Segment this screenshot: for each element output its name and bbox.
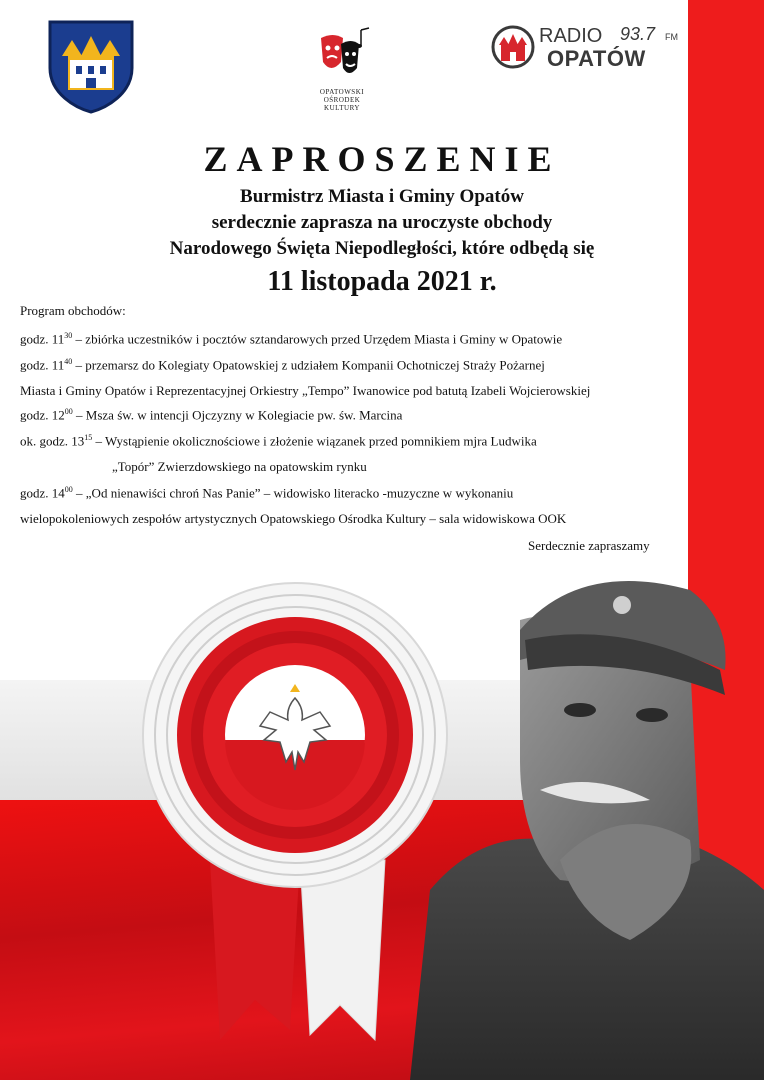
radio-word: RADIO [539, 25, 603, 47]
program-item: godz. $12^{00}$ – Msza św. w intencji Ojczyzny w Kolegiacie pw. św. Marcina [20, 407, 403, 423]
city-crest-icon [46, 18, 136, 114]
radio-frequency: 93.7 [620, 24, 656, 44]
program-item: „Topór” Zwierzdowskiego na opatowskim rynku [112, 459, 367, 474]
program-item: ok. godz. $13^{15}$ – Wystąpienie okolicznościowe i złożenie wiązanek przed pomnikiem mjra Ludwika [20, 433, 537, 449]
program-item: godz. $11^{30}$ – zbiórka uczestników i pocztów sztandarowych przed Urzędem Miasta i Gminy w Opatowie [20, 331, 563, 347]
radio-city: OPATÓW [547, 46, 646, 71]
eagle-badge-icon [613, 596, 631, 614]
invitation-line-1: Burmistrz Miasta i Gminy Opatów [240, 186, 524, 207]
closing-text: Serdecznie zapraszamy [528, 538, 650, 553]
theatre-masks-icon [317, 24, 373, 84]
program-item: Miasta i Gminy Opatów i Reprezentacyjnej Orkiestry „Tempo” Iwanowice pod batutą Izabeli Wojcierowskiej [20, 383, 591, 398]
program-item: wielopokoleniowych zespołów artystycznych Opatowskiego Ośrodka Kultury – sala widowiskowa OOK [20, 511, 567, 526]
program-heading: Program obchodów: [20, 303, 126, 318]
invitation-line-2: serdecznie zaprasza na uroczyste obchody [211, 212, 553, 233]
program-item: godz. $14^{00}$ – „Od nienawiści chroń Nas Panie” – widowisko literacko -muzyczne w wykonaniu [20, 485, 514, 501]
event-date: 11 listopada 2021 r. [267, 266, 497, 297]
historical-portrait [390, 560, 764, 1080]
program-item: godz. $11^{40}$ – przemarsz do Kolegiaty Opatowskiej z udziałem Kompanii Ochotniczej Straży Pożarnej [20, 357, 545, 373]
ook-logo [292, 18, 392, 120]
radio-fm: FM [665, 32, 678, 42]
invitation-line-3: Narodowego Święta Niepodległości, które odbędą się [169, 238, 595, 259]
radio-castle-icon [491, 25, 535, 69]
ook-name: OPATOWSKI OŚRODEK KULTURY [319, 88, 365, 112]
invitation-title: ZAPROSZENIE [203, 139, 561, 179]
radio-opatow-logo [485, 20, 685, 75]
